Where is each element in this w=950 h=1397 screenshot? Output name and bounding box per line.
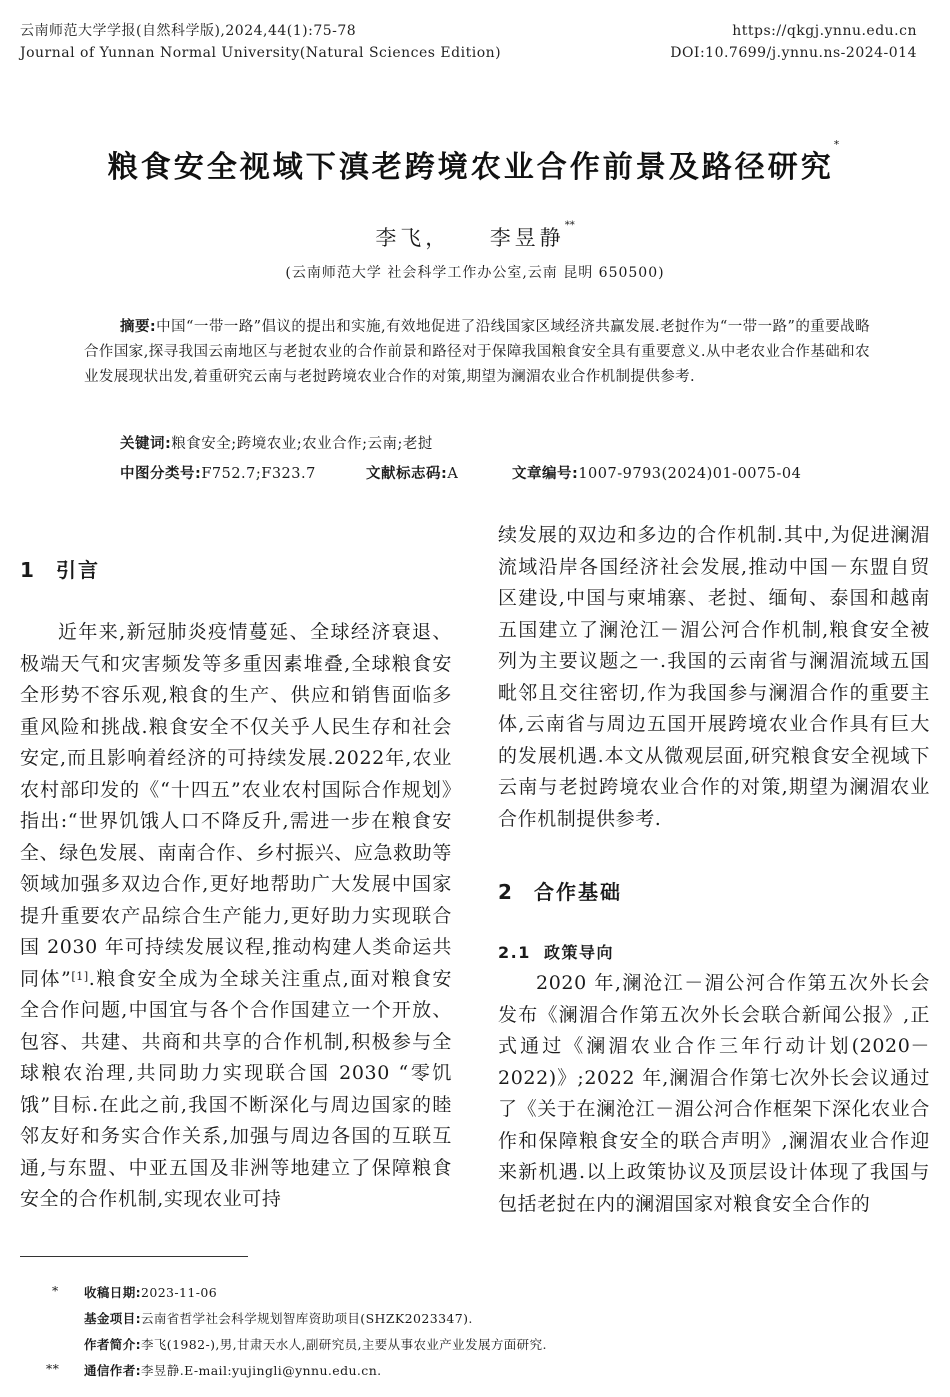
clc-label: 中图分类号:	[120, 466, 202, 482]
abstract-label: 摘要:	[120, 319, 157, 335]
section-number-2: 2	[498, 880, 514, 904]
intro-text-a: 近年来,新冠肺炎疫情蔓延、全球经济衰退、极端天气和灾害频发等多重因素堆叠,全球粮食安全形势不容乐观,粮食的生产、供应和销售面临多重风险和挑战.粮食安全不仅关乎人民生存和社会安定,而且影响着经济的可持续发展.2022年,农业农村部印发的《“十四五”农业农村国际合作规划》指出:“世界饥饿人口不降反升,需进一步在粮食安全、绿色发展、南南合作、乡村振兴、应急救助等领域加强多双边合作,更好地帮助广大发展中国家提升重要农产品综合生产能力,更好助力实现联合国 2030 年可持续发展议程,推动构建人类命运共同体”	[20, 621, 452, 990]
running-header-right	[670, 20, 917, 64]
section-heading-1	[20, 554, 100, 583]
footnote-divider	[20, 1256, 248, 1257]
section-number-1: 1	[20, 558, 36, 582]
intro-continued: 续发展的双边和多边的合作机制.其中,为促进澜湄流域沿岸各国经济社会发展,推动中国－东盟自贸区建设,中国与柬埔寨、老挝、缅甸、泰国和越南五国建立了澜沧江－湄公河合作机制,粮食安全被列为主要议题之一.我国的云南省与澜湄流域五国毗邻且交往密切,作为我国参与澜湄合作的重要主体,云南省与周边五国开展跨境农业合作具有巨大的发展机遇.本文从微观层面,研究粮食安全视域下云南与老挝跨境农业合作的对策,期望为澜湄农业合作机制提供参考.	[498, 524, 930, 830]
left-column	[20, 617, 452, 1216]
footnote-mark-title: *	[52, 1283, 59, 1298]
keywords-text: 粮食安全;跨境农业;农业合作;云南;老挝	[171, 436, 433, 452]
intro-paragraph	[20, 617, 452, 1216]
paper-title-text: 粮食安全视域下滇老跨境农业合作前景及路径研究	[107, 150, 834, 185]
affiliation: (云南师范大学 社会科学工作办公室,云南 昆明 650500)	[285, 265, 665, 281]
article-number-label: 文章编号:	[512, 466, 579, 482]
author-second: 李昱静	[489, 226, 565, 250]
subsection-title: 政策导向	[544, 943, 615, 962]
citation-ref[interactable]: [1]	[71, 969, 89, 983]
corresponding-label: 通信作者:	[84, 1363, 141, 1378]
policy-paragraph: 2020 年,澜沧江－湄公河合作第五次外长会发布《澜湄合作第五次外长会联合新闻公报》,正式通过《澜湄农业合作三年行动计划(2020－2022)》;2022 年,澜湄合作第七次外长会议通过了《关于在澜沧江－湄公河合作框架下深化农业合作和保障粮食安全的联合声明》,澜湄农业合作迎来新机遇.以上政策协议及顶层设计体现了我国与包括老挝在内的澜湄国家对粮食安全合作的	[498, 972, 930, 1215]
policy-paragraph-block	[498, 968, 930, 1220]
right-column	[498, 520, 930, 835]
author-list	[0, 222, 950, 252]
author-bio-label: 作者简介:	[84, 1337, 141, 1352]
title-footnote-mark: *	[833, 138, 843, 151]
keywords	[120, 432, 433, 453]
abstract	[84, 315, 870, 390]
clc	[120, 462, 316, 483]
document-code-value: A	[447, 466, 459, 482]
corresponding-text: 李昱静.E-mail:yujingli@ynnu.edu.cn.	[141, 1363, 382, 1378]
author-bio-text: 李飞(1982-),男,甘肃天水人,副研究员,主要从事农业产业发展方面研究.	[141, 1337, 547, 1352]
footnote-mark-author: **	[46, 1361, 60, 1376]
document-code	[366, 462, 458, 483]
intro-text-b: .粮食安全成为全球关注重点,面对粮食安全合作问题,中国宜与各个合作国建立一个开放、包容、共建、共商和共享的合作机制,积极参与全球粮农治理,共同助力实现联合国 2030 “零饥饿”目标.在此之前,我国不断深化与周边国家的睦邻友好和务实合作关系,加强与周边各国的互联互通,与东盟、中亚五国及非洲等地建立了保障粮食安全的合作机制,实现农业可持	[20, 967, 452, 1210]
footnote-fund	[84, 1309, 473, 1327]
abstract-text: 中国“一带一路”倡议的提出和实施,有效地促进了沿线国家区域经济共赢发展.老挝作为“一带一路”的重要战略合作国家,探寻我国云南地区与老挝农业的合作前景和路径对于保障我国粮食安全具有重要意义.从中老农业合作基础和农业发展现状出发,着重研究云南与老挝跨境农业合作的对策,期望为澜湄农业合作机制提供参考.	[84, 319, 871, 385]
received-label: 收稿日期:	[84, 1285, 141, 1300]
footnote-corresponding	[46, 1361, 382, 1379]
section-title-2: 合作基础	[534, 880, 622, 904]
section-heading-2	[498, 876, 622, 905]
fund-text: 云南省哲学社会科学规划智库资助项目(SHZK2023347).	[141, 1311, 473, 1326]
running-header-left	[20, 20, 501, 64]
fund-label: 基金项目:	[84, 1311, 141, 1326]
article-number	[512, 462, 801, 483]
keywords-label: 关键词:	[120, 436, 172, 452]
author-first: 李飞，	[375, 226, 451, 250]
doi[interactable]: DOI:10.7699/j.ynnu.ns-2024-014	[670, 45, 917, 61]
received-date: 2023-11-06	[141, 1285, 218, 1300]
journal-name-en: Journal of Yunnan Normal University(Natural Sciences Edition)	[20, 45, 502, 61]
clc-value: F752.7;F323.7	[201, 466, 316, 482]
footnote-author	[84, 1335, 547, 1353]
footnote-received	[52, 1283, 218, 1301]
subsection-number: 2.1	[498, 943, 531, 962]
journal-citation-cn: 云南师范大学学报(自然科学版),2024,44(1):75-78	[20, 23, 357, 39]
article-number-value: 1007-9793(2024)01-0075-04	[578, 466, 802, 482]
subsection-heading-2-1	[498, 940, 614, 963]
paper-title	[0, 138, 950, 186]
document-code-label: 文献标志码:	[366, 466, 448, 482]
section-title-1: 引言	[56, 558, 100, 582]
journal-url[interactable]: https://qkgj.ynnu.edu.cn	[732, 23, 917, 39]
author-second-mark: **	[564, 220, 575, 231]
